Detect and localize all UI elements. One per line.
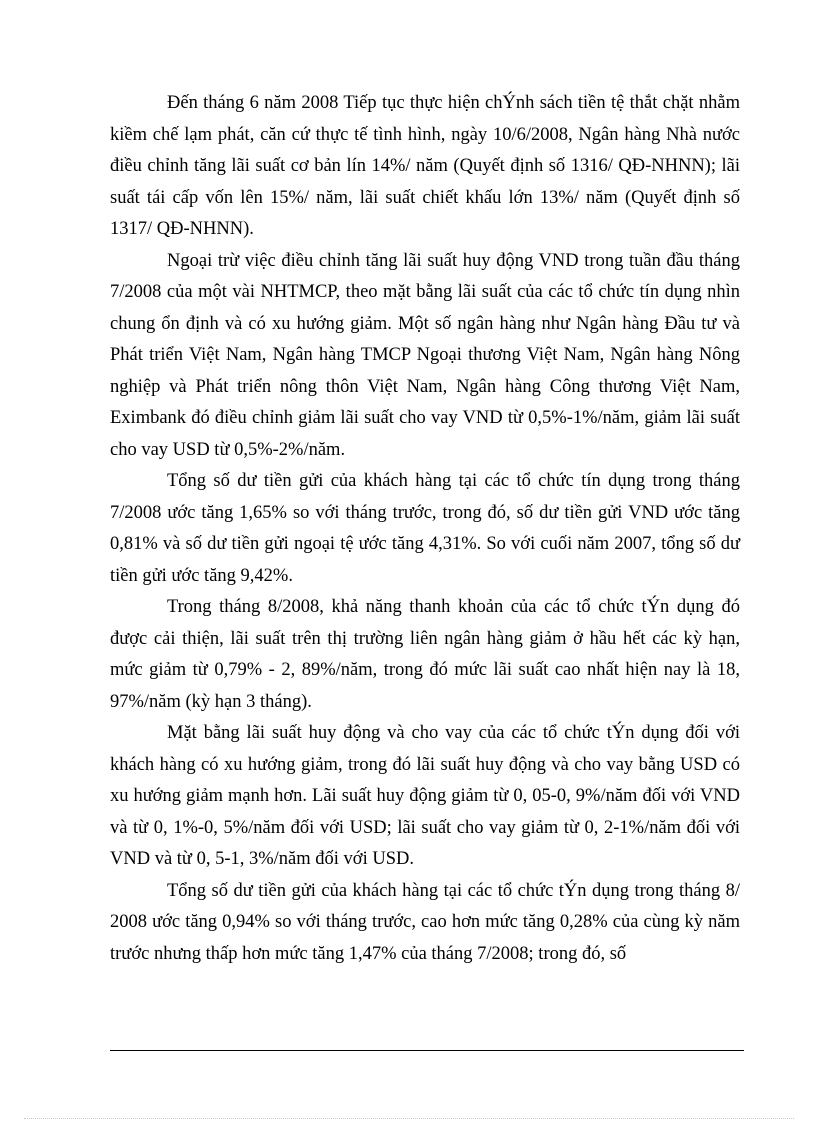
footer-divider [110, 1050, 744, 1051]
paragraph-liquidity-august-2008: Trong tháng 8/2008, khả năng thanh khoản của các tổ chức tÝn dụng đó được cải thiện, lãi suất trên thị trường liên ngân hàng giảm ở hầu hết các kỳ hạn, mức giảm từ 0,79% - 2, 89%/năm, trong đó mức lãi suất cao nhất hiện nay là 18, 97%/năm (kỳ hạn 3 tháng). [110, 597, 740, 712]
paragraph-policy-june-2008: Đến tháng 6 năm 2008 Tiếp tục thực hiện chÝnh sách tiền tệ thắt chặt nhằm kiềm chế lạm phát, căn cứ thực tế tình hình, ngày 10/6/2008, Ngân hàng Nhà nước điều chỉnh tăng lãi suất cơ bản lín 14%/ năm (Quyết định số 1316/ QĐ-NHNN); lãi suất tái cấp vốn lên 15%/ năm, lãi suất chiết khấu lớn 13%/ năm (Quyết định số 1317/ QĐ-NHNN). [110, 93, 740, 239]
paragraph-interest-rate-trend: Ngoại trừ việc điều chỉnh tăng lãi suất huy động VND trong tuần đầu tháng 7/2008 của một vài NHTMCP, theo mặt bằng lãi suất của các tổ chức tín dụng nhìn chung ổn định và có xu hướng giảm. Một số ngân hàng như Ngân hàng Đầu tư và Phát triển Việt Nam, Ngân hàng TMCP Ngoại thương Việt Nam, Ngân hàng Nông nghiệp và Phát triển nông thôn Việt Nam, Ngân hàng Công thương Việt Nam, Eximbank đó điều chỉnh giảm lãi suất cho vay VND từ 0,5%-1%/năm, giảm lãi suất cho vay USD từ 0,5%-2%/năm. [110, 250, 740, 460]
paragraph-deposits-august-2008: Tổng số dư tiền gửi của khách hàng tại các tổ chức tÝn dụng trong tháng 8/ 2008 ước tăng 0,94% so với tháng trước, cao hơn mức tăng 0,28% của cùng kỳ năm trước nhưng thấp hơn mức tăng 1,47% của tháng 7/2008; trong đó, số [110, 880, 740, 964]
paragraph-deposits-july-2008: Tổng số dư tiền gửi của khách hàng tại các tổ chức tín dụng trong tháng 7/2008 ước tăng 1,65% so với tháng trước, trong đó, số dư tiền gửi VND ước tăng 0,81% và số dư tiền gửi ngoại tệ ước tăng 4,31%. So với cuối năm 2007, tổng số dư tiền gửi ước tăng 9,42%. [110, 471, 740, 586]
page-bottom-edge [24, 1118, 794, 1119]
document-body [110, 88, 740, 970]
paragraph-lending-rates: Mặt bằng lãi suất huy động và cho vay của các tổ chức tÝn dụng đối với khách hàng có xu hướng giảm, trong đó lãi suất huy động và cho vay bằng USD có xu hướng giảm mạnh hơn. Lãi suất huy động giảm từ 0, 05-0, 9%/năm đối với VND và từ 0, 1%-0, 5%/năm đối với USD; lãi suất cho vay giảm từ 0, 2-1%/năm đối với VND và từ 0, 5-1, 3%/năm đối với USD. [110, 723, 740, 869]
